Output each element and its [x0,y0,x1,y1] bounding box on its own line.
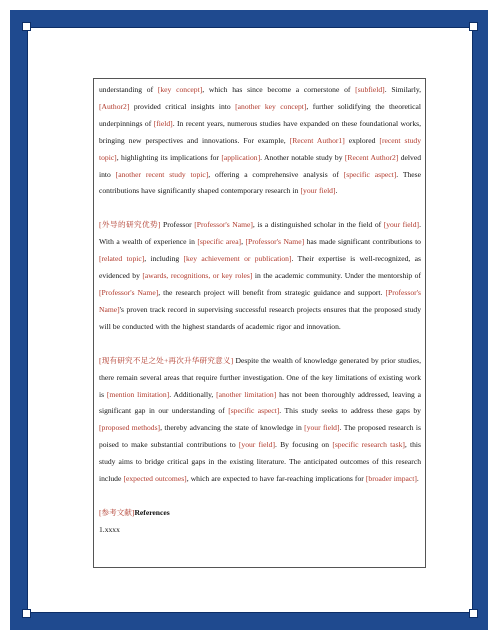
placeholder-text: [Professor's Name] [194,220,253,230]
placeholder-text: [your field] [304,423,340,433]
body-text: . With a wealth of experience in [99,220,421,247]
placeholder-text: [Recent Author1] [289,135,345,145]
placeholder-text: [subfield] [355,85,385,94]
body-text: , [241,237,246,247]
placeholder-text: [your field] [238,440,275,450]
placeholder-text: [Author2] [99,101,130,111]
body-text: . This study seeks to address these gaps by [279,406,421,416]
body-text: understanding of [99,85,158,94]
placeholder-text: [recent study topic] [99,135,421,162]
placeholder-text: [proposed methods] [99,423,161,433]
placeholder-text: [field] [153,118,173,128]
body-text: , further solidifying the theoretical underpinnings of [99,101,421,128]
body-text: delved into [99,152,421,179]
placeholder-text: [key achievement or publication] [183,254,292,264]
placeholder-text: [broader impact] [365,474,417,484]
body-text: . Another notable study by [260,152,345,162]
placeholder-text: [your field] [300,186,336,196]
body-text: , which has since become a cornerstone of [202,85,356,94]
body-text: . [416,474,419,484]
body-text: . The proposed research is poised to make substantial contributions to [99,423,421,450]
body-text: . These contributions have significantly shaped contemporary research in [99,169,421,196]
references-title: References [134,507,170,517]
reference-item: 1.xxxx [99,524,120,534]
placeholder-text: [Professor's Name] [99,287,159,297]
placeholder-text: [expected outcomes] [123,474,187,484]
body-text: provided critical insights into [129,101,236,111]
placeholder-text: [specific aspect] [228,406,280,416]
document-text-box[interactable] [93,78,426,568]
body-text: Despite the wealth of knowledge generated by prior studies, there remain several areas that require further investigation. One of the key limitations of existing work is [99,355,421,399]
body-text: , offering a comprehensive analysis of [208,169,344,179]
paragraph-literature-review [99,82,421,200]
placeholder-text: [specific area] [197,237,242,247]
references-tag: [参考文献] [99,507,135,517]
body-text: explored [344,135,380,145]
paragraph-research-gaps [99,353,421,488]
body-text: in the academic community. Under the mentorship of [252,271,421,281]
frame-corner-top-right [469,22,478,31]
placeholder-text: [Professor's Name] [99,287,421,314]
placeholder-text: [application] [221,152,261,162]
body-text: , is a distinguished scholar in the field of [252,220,384,230]
body-text: , thereby advancing the state of knowledge in [160,423,305,433]
paragraph-spacer [99,336,421,353]
paragraph-spacer [99,488,421,505]
placeholder-text: [Recent Author2] [344,152,399,162]
body-text: , this study aims to bridge critical gaps in the existing literature. The anticipated outcomes of this research include [99,440,421,484]
placeholder-text: [another recent study topic] [115,169,209,179]
body-text: , highlighting its implications for [116,152,222,162]
body-text: has not been thoroughly addressed, leaving a significant gap in our understanding of [99,389,421,416]
paragraph-spacer [99,200,421,217]
body-text: , the research project will benefit from strategic guidance and support. [158,287,386,297]
paragraph-supervisor-strengths [99,217,421,335]
frame-corner-bottom-right [469,609,478,618]
placeholder-text: [specific aspect] [343,169,397,179]
body-text: has made significant contributions to [304,237,421,247]
frame-corner-bottom-left [22,609,31,618]
placeholder-text: [外导的研究优势] [99,220,161,230]
body-text: , including [144,254,184,264]
placeholder-text: [another limitation] [216,389,277,399]
placeholder-text: [Professor's Name] [245,237,305,247]
body-text: . Their expertise is well-recognized, as evidenced by [99,254,421,281]
placeholder-text: [related topic] [99,254,145,264]
body-text: . [335,186,338,196]
placeholder-text: [your field] [383,220,420,230]
placeholder-text: [mention limitation] [106,389,170,399]
placeholder-text: [specific research task] [332,440,405,450]
body-text: . By focusing on [274,440,333,450]
body-text: 's proven track record in supervising successful research projects ensures that the proposed study will be conducted with the highest standards of academic rigor and innovation. [99,304,421,331]
references-heading [99,505,421,522]
body-text: Professor [160,220,195,230]
body-text: , which are expected to have far-reaching implications for [186,474,366,484]
placeholder-text: [key concept] [157,85,203,94]
placeholder-text: [another key concept] [235,101,307,111]
placeholder-text: [awards, recognitions, or key roles] [142,271,253,281]
placeholder-text: [现有研究不足之处+再次升华研究意义] [99,355,234,365]
body-text: . Additionally, [169,389,217,399]
body-text: . In recent years, numerous studies have expanded on these foundational works, bringing new perspectives and innovations. For example, [99,118,421,145]
body-text: . Similarly, [384,85,422,94]
frame-corner-top-left [22,22,31,31]
